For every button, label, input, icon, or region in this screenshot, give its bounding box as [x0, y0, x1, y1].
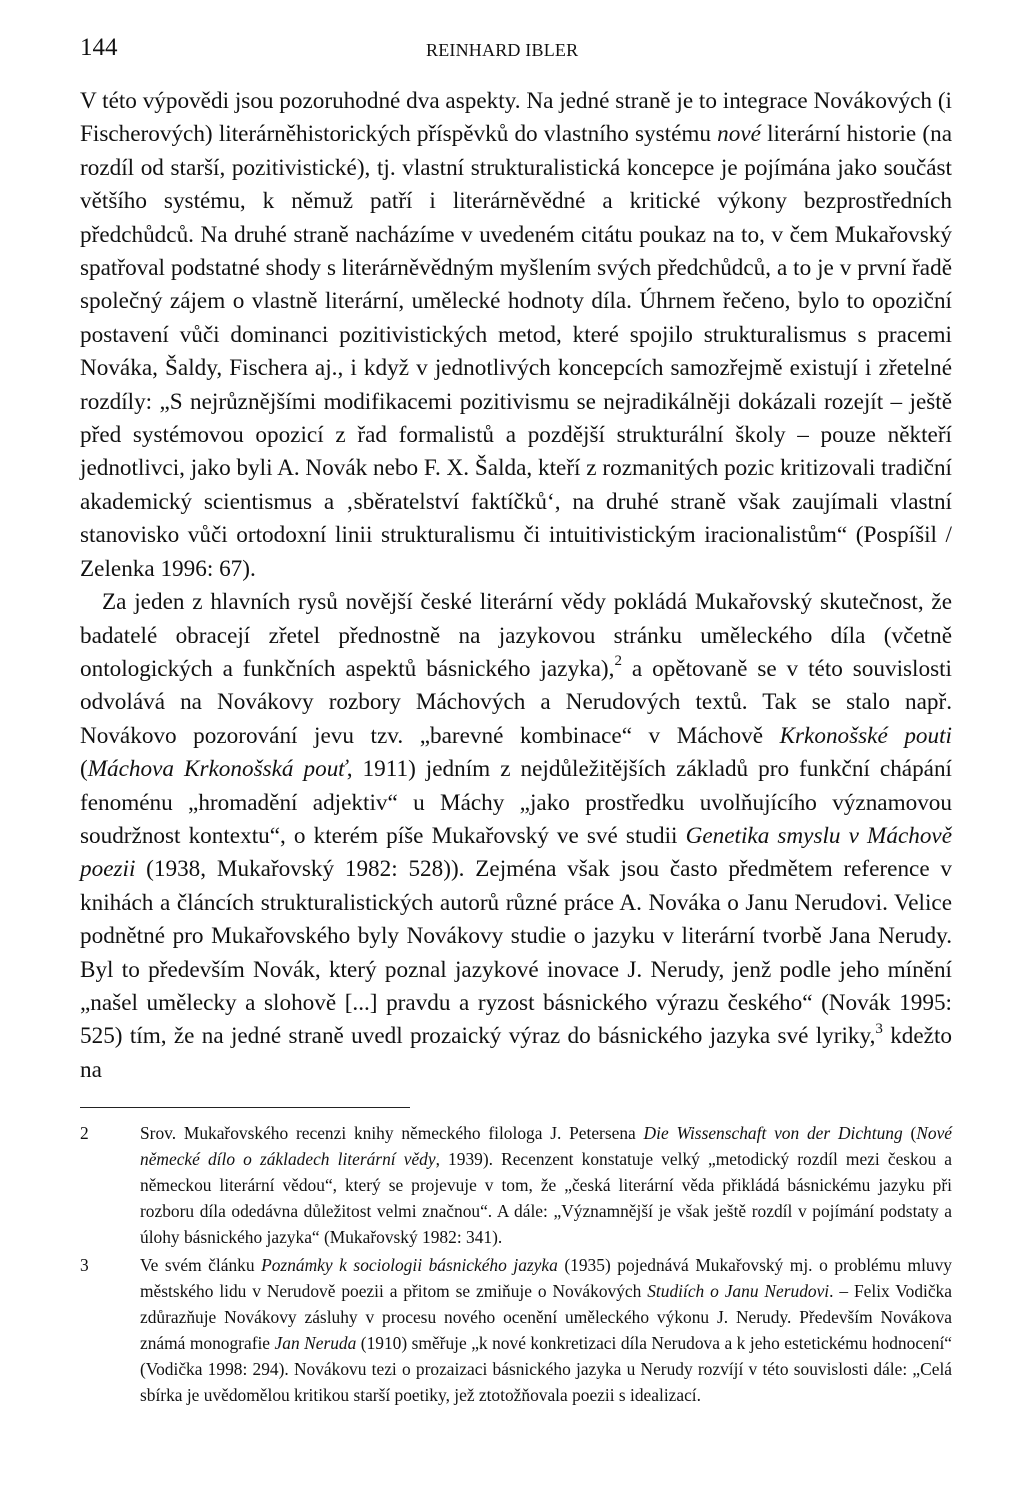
footnote-separator: [80, 1107, 410, 1108]
body-text: [80, 85, 952, 1087]
footnote-number: 3: [80, 1255, 89, 1276]
footnote-ref-2[interactable]: 2: [614, 653, 622, 670]
footnote-3: [80, 1252, 952, 1408]
footnote-text: Srov. Mukařovského recenzi knihy německého filologa J. Petersena Die Wissenschaft von der Dichtung (Nové německé dílo o základech literární vědy, 1939). Recenzent konstatuje velký „metodický rozdíl mezi českou a německou literární vědou“, který se projevuje v tom, že „česká literární věda přikládá básnickému jazyku při rozboru díla odedávna důležitost velmi značnou“. A dále: „Významnější je však ještě rozdíl v pojímání podstaty a úlohy básnického jazyka“ (Mukařovský 1982: 341).: [140, 1123, 953, 1248]
paragraph-2: Za jeden z hlavních rysů novější české literární vědy pokládá Mukařovský skutečnost, že badatelé obracejí zřetel přednostně na jazykovou stránku uměleckého díla (včetně ontologických a funkčních aspektů básnického jazyka),$^2$ a opětovaně se v této souvislosti odvolává na Novákovy rozbory Máchových a Nerudových textů. Tak se stalo např. Novákovo pozorování jevu tzv. „barevné kombinace“ v Máchově Krkonošské pouti (Máchova Krkonošská pouť, 1911) jedním z nejdůležitějších základů pro funkční chápání fenoménu „hromadění adjektiv“ u Máchy „jako prostředku uvolňujícího významovou soudržnost kontextu“, o kterém píše Mukařovský ve své studii Genetika smyslu v Máchově poezii (1938, Mukařovský 1982: 528)). Zejména však jsou často předmětem reference v knihách a článcích strukturalistických autorů různé práce A. Nováka o Janu Nerudovi. Velice podnětné pro Mukařovského byly Novákovy studie o jazyku v literární tvorbě Jana Nerudy. Byl to především Novák, který poznal jazykové inovace J. Nerudy, jenž podle jeho mínění „našel umělecky a slohově [...] pravdu a ryzost básnického výrazu českého“ (Novák 1995: 525) tím, že na jedné straně uvedl prozaický výraz do básnického jazyka své lyriky,$^3$ kdežto na: [80, 589, 953, 1083]
running-head: REINHARD IBLER: [426, 40, 579, 60]
footnotes: [80, 1120, 952, 1408]
paragraph-1: V této výpovědi jsou pozoruhodné dva aspekty. Na jedné straně je to integrace Novákových (i Fischerových) literárněhistorických příspěvků do vlastního systému nové literární historie (na rozdíl od starší, pozitivistické), tj. vlastní strukturalistická koncepce je pojímána jako součást většího systému, k němuž patří i literárněvědné a kritické výkony bezprostředních předchůdců. Na druhé straně nacházíme v uvedeném citátu poukaz na to, v čem Mukařovský spatřoval podstatné shody s literárněvědným myšlením svých předchůdců, a to je v první řadě společný zájem o vlastně literární, umělecké hodnoty díla. Úhrnem řečeno, bylo to opoziční postavení vůči dominanci pozitivistických metod, které spojilo strukturalismus s pracemi Nováka, Šaldy, Fischera aj., i když v jednotlivých koncepcích samozřejmě existují i zřetelné rozdíly: „S nejrůznějšími modifikacemi pozitivismu se nejradikálněji dokázali rozejít – ještě před systémovou opozicí z řad formalistů a pozdější strukturální školy – pouze někteří jednotlivci, jako byli A. Novák nebo F. X. Šalda, kteří z rozmanitých pozic kritizovali tradiční akademický scientismus a ‚sběratelství faktíčků‘, na druhé straně však zaujímali vlastní stanovisko vůči ortodoxní linii strukturalismu či intuitivistickým iracionalistům“ (Pospíšil / Zelenka 1996: 67).: [80, 88, 952, 582]
footnote-2: [80, 1120, 952, 1250]
footnote-ref-3[interactable]: 3: [875, 1020, 883, 1037]
title-italic: Genetika smyslu v Máchově poezii: [80, 822, 953, 883]
title-italic: Máchova Krkonošská pouť: [87, 756, 347, 783]
page-number: 144: [80, 34, 118, 61]
title-italic: Krkonošské pouti: [779, 722, 952, 749]
document-page: [80, 28, 952, 1410]
page-header: [80, 28, 952, 68]
footnote-text: Ve svém článku Poznámky k sociologii básnického jazyka (1935) pojednává Mukařovský mj. o problému mluvy městského lidu v Nerudově poezii a přitom se zmiňuje o Novákových Studiích o Janu Nerudovi. – Felix Vodička zdůrazňuje Novákovy zásluhy v procesu nového ocenění uměleckého výkonu J. Nerudy. Především Novákova známá monografie Jan Neruda (1910) směřuje „k nové konkretizaci díla Nerudova a k jeho estetickému hodnocení“ (Vodička 1998: 294). Novákovu tezi o prozaizaci básnického jazyka u Nerudy rozvíjí v této souvislosti dále: „Celá sbírka je uvědomělou kritikou starší poetiky, jež ztotožňovala poezii s idealizací.: [140, 1255, 953, 1406]
footnote-number: 2: [80, 1123, 89, 1144]
emphasis: nové: [717, 121, 761, 148]
